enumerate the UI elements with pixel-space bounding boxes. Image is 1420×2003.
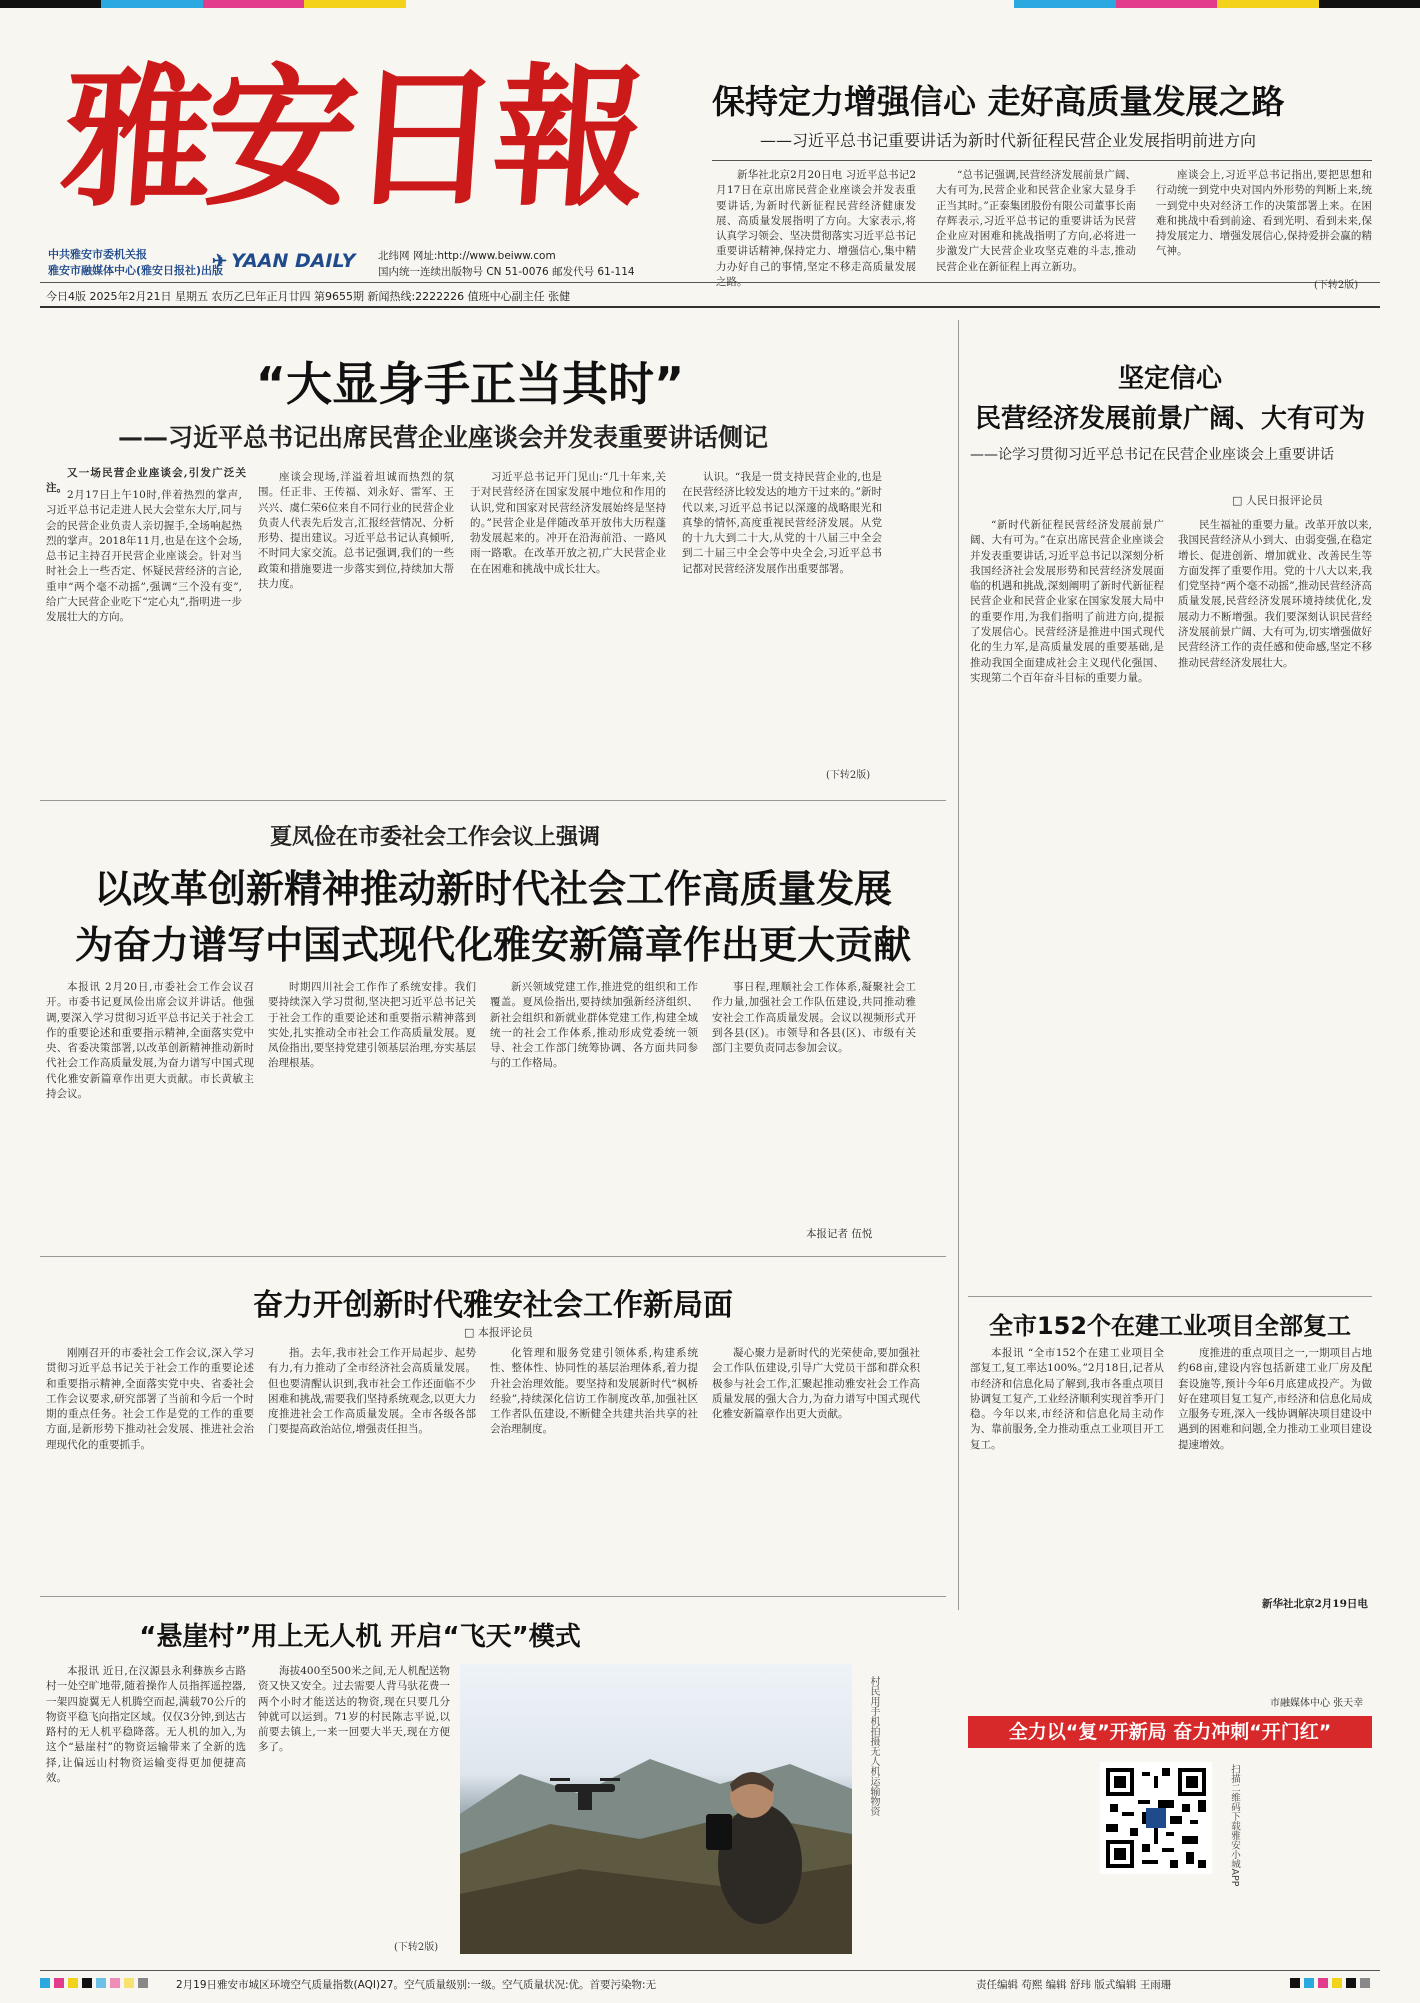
commentary-byline: □ 人民日报评论员 bbox=[1232, 494, 1323, 507]
meeting-credit: 本报记者 伍悦 bbox=[806, 1228, 873, 1240]
drone-col-1: 本报讯 近日,在汉源县永利彝族乡古路村一处空旷地带,随着操作人员指挥遥控器,一架四旋翼无人机腾空而起,满载70公斤的物资平稳飞向指定区域。仅仅3分钟,到达古路村的无人机平稳降落。无人机的加入,为这个“悬崖村”的物资运输带来了全新的选择,让偏远山村物资运输变得更加便捷高效。 bbox=[46, 1665, 246, 1785]
drone-headline: “悬崖村”用上无人机 开启“飞天”模式 bbox=[139, 1622, 581, 1652]
meeting-headline-1: 以改革创新精神推动新时代社会工作高质量发展 bbox=[93, 867, 892, 911]
commentary-headline: 民营经济发展前景广阔、大有可为 bbox=[974, 404, 1365, 434]
brand-en: YAAN DAILY bbox=[231, 250, 356, 272]
commentary-col-2: 民生福祉的重要力量。改革开放以来,我国民营经济从小到大、由弱变强,在稳定增长、促进创新、增加就业、改善民生等方面发挥了重要作用。党的十八大以来,我们党坚持“两个毫不动摇”,推动民营经济高质量发展,民营经济发展环境持续优化,发展动力不断增强。我们要深刻认识民营经济发展前景广阔、大有可为,切实增强做好民营经济工作的责任感和使命感,坚定不移推动民营经济发展壮大。 bbox=[1178, 519, 1372, 669]
social-col-4: 凝心聚力是新时代的光荣使命,要加强社会工作队伍建设,引导广大党员干部和群众积极参与社会工作,汇聚起推动雅安社会工作高质量发展的强大合力,为奋力谱写中国式现代化雅安新篇章作出更大贡献。 bbox=[712, 1347, 920, 1421]
feature-col-3: 习近平总书记开门见山:“几十年来,关于对民营经济在国家发展中地位和作用的认识,党和国家对民营经济发展始终是坚持的。”民营企业是伴随改革开放伟大历程蓬勃发展起来的。冲开在沿海前沿、一路风雨一路歌。在改革开放之初,广大民营企业在在困难和挑战中成长壮大。 bbox=[470, 471, 666, 575]
feature-headline: “大显身手正当其时” bbox=[255, 357, 685, 411]
commentary-subhead: ——论学习贯彻习近平总书记在民营企业座谈会上重要讲话 bbox=[970, 447, 1334, 463]
masthead-logo: 雅安日報 bbox=[55, 48, 645, 227]
meeting-headline-2: 为奋力谱写中国式现代化雅安新篇章作出更大贡献 bbox=[74, 923, 911, 967]
social-col-2: 指。去年,我市社会工作开局起步、起势有力,有力推动了全市经济社会高质量发展。但也要清醒认识到,我市社会工作还面临不少困难和挑战,需要我们坚持系统观念,以更大力度推进社会工作高质量发展。全市各级各部门要提高政治站位,增强责任担当。 bbox=[268, 1347, 476, 1436]
drone-col-2: 海拔400至500米之间,无人机配送物资又快又安全。过去需要人背马驮花费一两个小时才能送达的物资,现在只要几分钟就可以运到。71岁的村民陈志平说,以前要去镇上,一来一回要大半天,现在方便多了。 bbox=[258, 1665, 450, 1754]
social-col-3: 化管理和服务党建引领体系,构建系统性、整体性、协同性的基层治理体系,着力提升社会治理效能。要坚持和发展新时代“枫桥经验”,持续深化信访工作制度改革,加强社区工作者队伍建设,不断健全共建共治共享的社会治理制度。 bbox=[490, 1347, 698, 1436]
qr-code[interactable] bbox=[1100, 1762, 1212, 1874]
qr-code-icon bbox=[1106, 1768, 1206, 1868]
commentary-credit: 新华社北京2月19日电 bbox=[1262, 1598, 1368, 1610]
photo-caption: 村民用手机拍摄无人机运输物资 bbox=[868, 1676, 879, 1816]
top-registration-bar bbox=[0, 0, 1420, 8]
feature-col-2: 座谈会现场,洋溢着坦诚而热烈的氛围。任正非、王传福、刘永好、雷军、王兴兴、虞仁荣6位来自不同行业的民营企业负责人代表先后发言,汇报经营情况、分析形势、提出建议。习近平总书记认真倾听,不时同大家交流。总书记强调,我们的一些政策和措施要进一步落实到位,持续加大帮扶力度。 bbox=[258, 471, 454, 591]
top-story-col-1: 新华社北京2月20日电 习近平总书记2月17日在京出席民营企业座谈会并发表重要讲话,为新时代新征程民营经济健康发展、高质量发展指明了方向。大家表示,将认真学习领会、坚决贯彻落实习近平总书记重要讲话精神,保持定力、增强信心,集中精力办好自己的事情,坚定不移走高质量发展之路。 bbox=[716, 169, 916, 289]
top-story-headline: 保持定力增强信心 走好高质量发展之路 bbox=[712, 82, 1285, 121]
social-headline: 奋力开创新时代雅安社会工作新局面 bbox=[253, 1288, 733, 1323]
feature-subhead: ——习近平总书记出席民营企业座谈会并发表重要讲话侧记 bbox=[118, 423, 769, 452]
meeting-col-3: 新兴领域党建工作,推进党的组织和工作覆盖。夏凤俭指出,要持续加强新经济组织、新社会组织和新就业群体党建工作,构建全域统一的社会工作体系,推动形成党委统一领导、社会工作部门统筹协调、各方面共同参与的工作格局。 bbox=[490, 981, 698, 1070]
org-line-1: 中共雅安市委机关报 bbox=[48, 248, 147, 261]
meeting-col-2: 时期四川社会工作作了系统安排。我们要持续深入学习贯彻,坚决把习近平总书记关于社会工作的重要论述和重要指示精神落到实处,扎实推动全市社会工作高质量发展。夏凤俭指出,要坚持党建引领基层治理,夯实基层治理根基。 bbox=[268, 981, 476, 1070]
org-line-2: 雅安市融媒体中心(雅安日报社)出版 bbox=[48, 264, 224, 277]
feature-lead: 又一场民营企业座谈会,引发广泛关注。 bbox=[46, 467, 246, 495]
slogan-banner: 全力以“复”开新局 奋力冲刺“开门红” bbox=[968, 1716, 1372, 1748]
drone-photo bbox=[460, 1664, 852, 1954]
meeting-col-4: 事日程,理顺社会工作体系,凝聚社会工作力量,加强社会工作队伍建设,共同推动雅安社会工作高质量发展。会议以视频形式开到各县(区)。市领导和各县(区)、市级有关部门主要负责同志参加会议。 bbox=[712, 981, 916, 1055]
social-byline: □ 本报评论员 bbox=[464, 1326, 533, 1339]
commentary-kicker: 坚定信心 bbox=[1117, 364, 1222, 394]
footer-aqi: 2月19日雅安市城区环境空气质量指数(AQI)27。空气质量级别:一级。空气质量状况:优。首要污染物:无 bbox=[176, 1979, 657, 1991]
social-col-1: 刚刚召开的市委社会工作会议,深入学习贯彻习近平总书记关于社会工作的重要论述和重要指示精神,全面落实党中央、省委社会工作会议要求,研究部署了当前和今后一个时期的重点任务。社会工作是党的工作的重要方面,是新形势下推动社会发展、推进社会治理现代化的重要抓手。 bbox=[46, 1347, 254, 1451]
feature-col-1: 2月17日上午10时,伴着热烈的掌声,习近平总书记走进人民大会堂东大厅,同与会的民营企业负责人亲切握手,全场响起热烈的掌声。2018年11月,也是在这个会场,总书记主持召开民营企业座谈会。针对当时社会上一些否定、怀疑民营经济的言论,重申“两个毫不动摇”,强调“三个没有变”,给广大民营企业吃下“定心丸”,指明进一步发展壮大的方向。 bbox=[46, 489, 242, 624]
bottom-registration-right bbox=[1290, 1978, 1370, 1988]
meeting-col-1: 本报讯 2月20日,市委社会工作会议召开。市委书记夏凤俭出席会议并讲话。他强调,要深入学习贯彻习近平总书记关于社会工作的重要论述和重要指示精神,全面落实党中央、省委决策部署,以改革创新精神推动新时代社会工作高质量发展,为奋力谱写中国式现代化雅安新篇章作出更大贡献。市长黄敏主持会议。 bbox=[46, 981, 254, 1101]
top-story-col-2: “总书记强调,民营经济发展前景广阔、大有可为,民营企业和民营企业家大显身手正当其时。”正泰集团股份有限公司董事长南存辉表示,习近平总书记的重要讲话为民营企业应对困难和挑战指明了方向,必将进一步激发广大民营企业攻坚克难的斗志,推动民营企业在新征程上再立新功。 bbox=[936, 169, 1136, 273]
qr-label: 扫描二维码下载雅安小城APP bbox=[1229, 1764, 1240, 1887]
footer-editors: 责任编辑 苟熙 编辑 舒玮 版式编辑 王雨珊 bbox=[976, 1979, 1172, 1991]
date-line: 今日4版 2025年2月21日 星期五 农历乙巳年正月廿四 第9655期 新闻热线:2222226 值班中心副主任 张健 bbox=[46, 290, 571, 303]
industry-credit: 市融媒体中心 张天幸 bbox=[1270, 1698, 1364, 1709]
brand-mark-icon: ✈ bbox=[212, 250, 228, 272]
site-line: 北纬网 网址:http://www.beiww.com bbox=[378, 250, 556, 262]
meeting-kicker: 夏凤俭在市委社会工作会议上强调 bbox=[270, 825, 601, 850]
feature-col-4: 认识。“我是一贯支持民营企业的,也是在民营经济比较发达的地方干过来的。”新时代以来,习近平总书记以深邃的战略眼光和真挚的情怀,高度重视民营经济发展。从党的十九大到二十大,从党的十八届三中全会到二十届三中全会等中央全会,习近平总书记都对民营经济发展作出重要部署。 bbox=[682, 471, 882, 575]
photo-illustration bbox=[460, 1664, 852, 1954]
drone-jump: (下转2版) bbox=[394, 1942, 439, 1953]
top-story-col-3: 座谈会上,习近平总书记指出,要把思想和行动统一到党中央对国内外形势的判断上来,统一到党中央对经济工作的决策部署上来。在困难和挑战中看到前途、看到光明、看到未来,保持发展定力、增强发展信心,保持爱拼会赢的精气神。 bbox=[1156, 169, 1372, 258]
commentary-col-1: “新时代新征程民营经济发展前景广阔、大有可为。”在京出席民营企业座谈会并发表重要讲话,习近平总书记以深刻分析我国经济社会发展形势和民营经济发展面临的机遇和挑战,深刻阐明了新时代新征程民营企业和民营企业家在国家发展大局中的重要作用,为我们指明了前进方向,提振了发展信心。民营经济是推进中国式现代化的生力军,是高质量发展的重要基础,是推动我国全面建成社会主义现代化强国、实现第二个百年奋斗目标的重要力量。 bbox=[970, 519, 1164, 684]
cn-line: 国内统一连续出版物号 CN 51-0076 邮发代号 61-114 bbox=[378, 266, 635, 278]
feature-jump: (下转2版) bbox=[826, 770, 871, 781]
industry-headline: 全市152个在建工业项目全部复工 bbox=[988, 1312, 1352, 1340]
industry-col-1: 本报讯 “全市152个在建工业项目全部复工,复工率达100%。”2月18日,记者从市经济和信息化局了解到,我市各重点项目协调复工复产,工业经济顺利实现首季开门稳。今年以来,市经济和信息化局主动作为、靠前服务,全力推动重点工业项目开工复工。 bbox=[970, 1347, 1164, 1451]
top-story-jump: (下转2版) bbox=[1314, 280, 1359, 291]
bottom-registration-left bbox=[40, 1978, 148, 1988]
top-story-subhead: ——习近平总书记重要讲话为新时代新征程民营企业发展指明前进方向 bbox=[760, 131, 1257, 150]
brand-logo bbox=[212, 250, 355, 272]
industry-col-2: 度推进的重点项目之一,一期项目占地约68亩,建设内容包括新建工业厂房及配套设施等,预计今年6月底建成投产。为做好在建项目复工复产,市经济和信息化局成立服务专班,深入一线协调解决项目建设中遇到的困难和问题,全力推动工业项目建设提速增效。 bbox=[1178, 1347, 1372, 1451]
